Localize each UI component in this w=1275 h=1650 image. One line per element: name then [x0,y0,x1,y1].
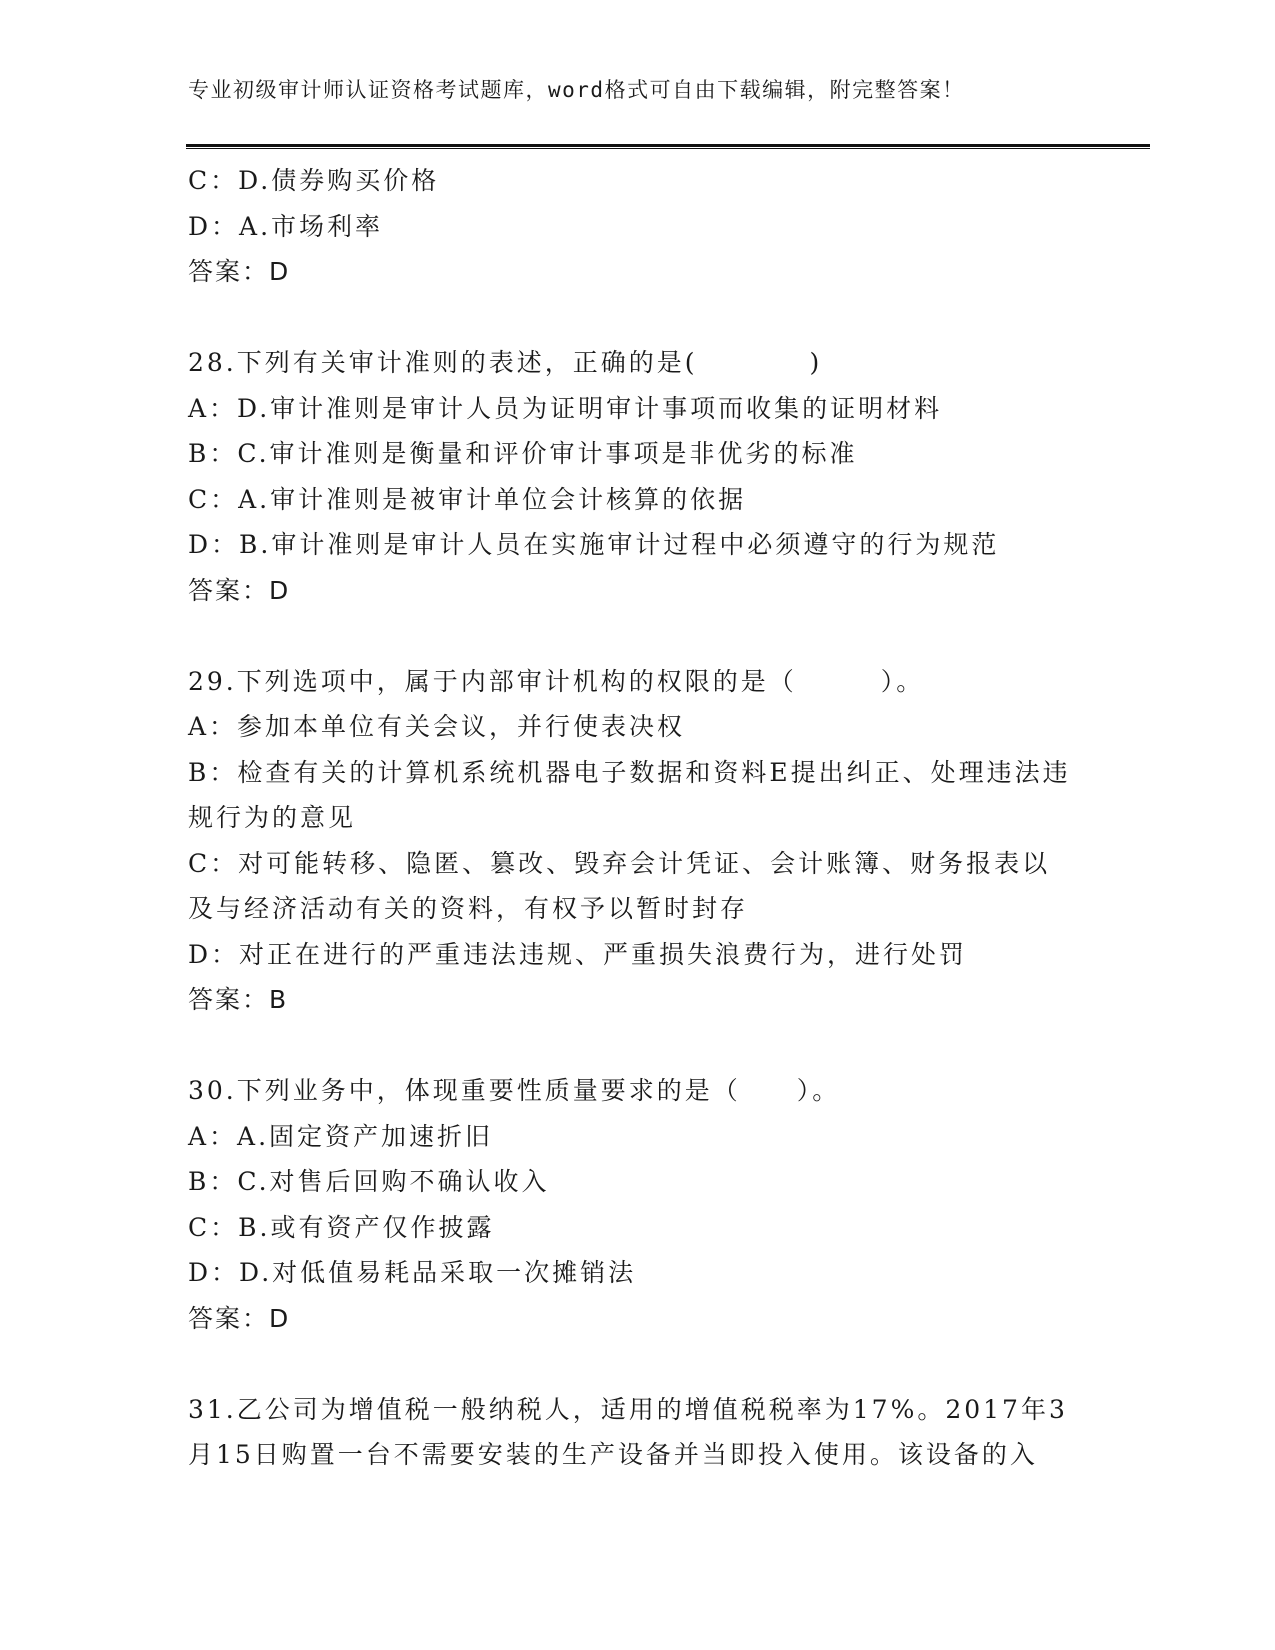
option-b: B：C.对售后回购不确认收入 [188,1167,550,1196]
header-divider [186,144,1150,149]
question-stem: 31.乙公司为增值税一般纳税人，适用的增值税税率为17%。2017年3月15日购置一台不需要安装的生产设备并当即投入使用。该设备的入 [188,1394,1068,1469]
option-b: B：C.审计准则是衡量和评价审计事项是非优劣的标准 [188,439,858,468]
spacer [188,295,1078,341]
page-header: 专业初级审计师认证资格考试题库，word格式可自由下载编辑，附完整答案！ [188,78,965,102]
spacer [188,1341,1078,1387]
answer-line: 答案：B [188,985,289,1014]
option-d: D：D.对低值易耗品采取一次摊销法 [188,1258,637,1287]
option-d: D：B.审计准则是审计人员在实施审计过程中必须遵守的行为规范 [188,530,1000,559]
option-b: B：检查有关的计算机系统机器电子数据和资料E提出纠正、处理违法违规行为的意见 [188,757,1071,832]
question-stem: 30.下列业务中，体现重要性质量要求的是（ ）。 [188,1076,841,1105]
option-a: A：参加本单位有关会议，并行使表决权 [188,712,686,741]
option-c: C：D.债券购买价格 [188,166,440,195]
answer-line: 答案：D [188,1303,291,1333]
spacer [188,1023,1078,1069]
spacer [188,613,1078,659]
option-c: C：对可能转移、隐匿、篡改、毁弃会计凭证、会计账簿、财务报表以及与经济活动有关的资料，有权予以暂时封存 [188,848,1051,923]
option-a: A：D.审计准则是审计人员为证明审计事项而收集的证明材料 [188,393,943,423]
option-c: C：B.或有资产仅作披露 [188,1212,495,1242]
option-a: A：A.固定资产加速折旧 [188,1121,494,1151]
question-stem: 29.下列选项中，属于内部审计机构的权限的是（ ）。 [188,666,925,696]
question-stem: 28.下列有关审计准则的表述，正确的是( ) [188,348,823,377]
question-29 [188,659,1078,1023]
answer-line: 答案：D [188,575,291,605]
option-d: D：对正在进行的严重违法违规、严重损失浪费行为，进行处罚 [188,939,968,969]
option-c: C：A.审计准则是被审计单位会计核算的依据 [188,484,747,514]
answer-line: 答案：D [188,257,291,286]
question-list [188,158,1078,1478]
question-28 [188,340,1078,613]
question-27-tail [188,158,1078,295]
question-31 [188,1387,1078,1478]
option-d: D：A.市场利率 [188,211,384,241]
question-30 [188,1068,1078,1341]
